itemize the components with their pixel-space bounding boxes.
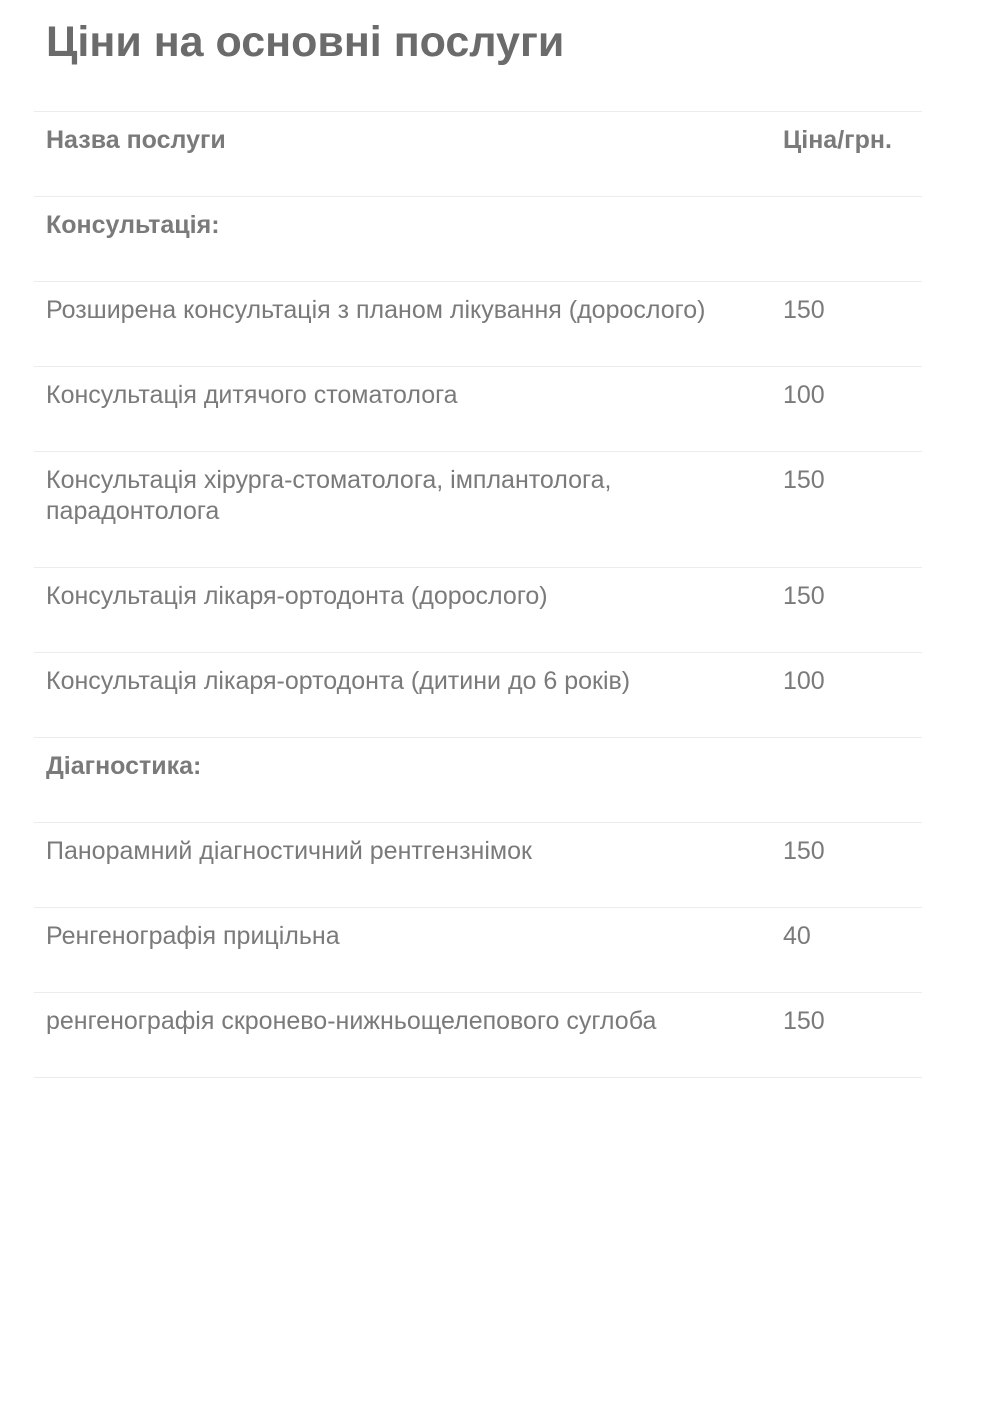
table-row (34, 653, 922, 738)
table-row (34, 908, 922, 993)
price-table (34, 111, 922, 1078)
column-header-service-name: Назва послуги (46, 126, 226, 154)
service-name: Панорамний діагностичний рентгензнімок (46, 837, 532, 865)
table-row (34, 452, 922, 568)
column-header-price: Ціна/грн. (783, 126, 892, 154)
service-name: Консультація дитячого стоматолога (46, 381, 458, 409)
service-name: ренгенографія скронево-нижньощелепового суглоба (46, 1007, 657, 1035)
service-name: Ренгенографія прицільна (46, 922, 340, 950)
table-header-row (34, 112, 922, 197)
category-row-consultation (34, 197, 922, 282)
service-price: 40 (783, 922, 811, 950)
category-label: Діагностика: (46, 752, 202, 780)
table-row (34, 993, 922, 1078)
service-price: 150 (783, 837, 825, 865)
service-price: 100 (783, 381, 825, 409)
table-row (34, 568, 922, 653)
service-name: Консультація хірурга-стоматолога, імплантолога, парадонтолога (46, 466, 612, 525)
service-price: 150 (783, 296, 825, 324)
category-row-diagnostics (34, 738, 922, 823)
service-price: 150 (783, 466, 825, 494)
service-name: Консультація лікаря-ортодонта (дитини до 6 років) (46, 667, 631, 695)
page-title: Ціни на основні послуги (46, 18, 565, 66)
category-price-empty (771, 197, 922, 281)
service-name: Розширена консультація з планом лікування (дорослого) (46, 296, 706, 324)
table-row (34, 823, 922, 908)
service-price: 150 (783, 1007, 825, 1035)
category-label: Консультація: (46, 211, 220, 239)
service-name: Консультація лікаря-ортодонта (дорослого) (46, 582, 548, 610)
table-row (34, 367, 922, 452)
table-row (34, 282, 922, 367)
category-price-empty (771, 738, 922, 822)
service-price: 150 (783, 582, 825, 610)
service-price: 100 (783, 667, 825, 695)
